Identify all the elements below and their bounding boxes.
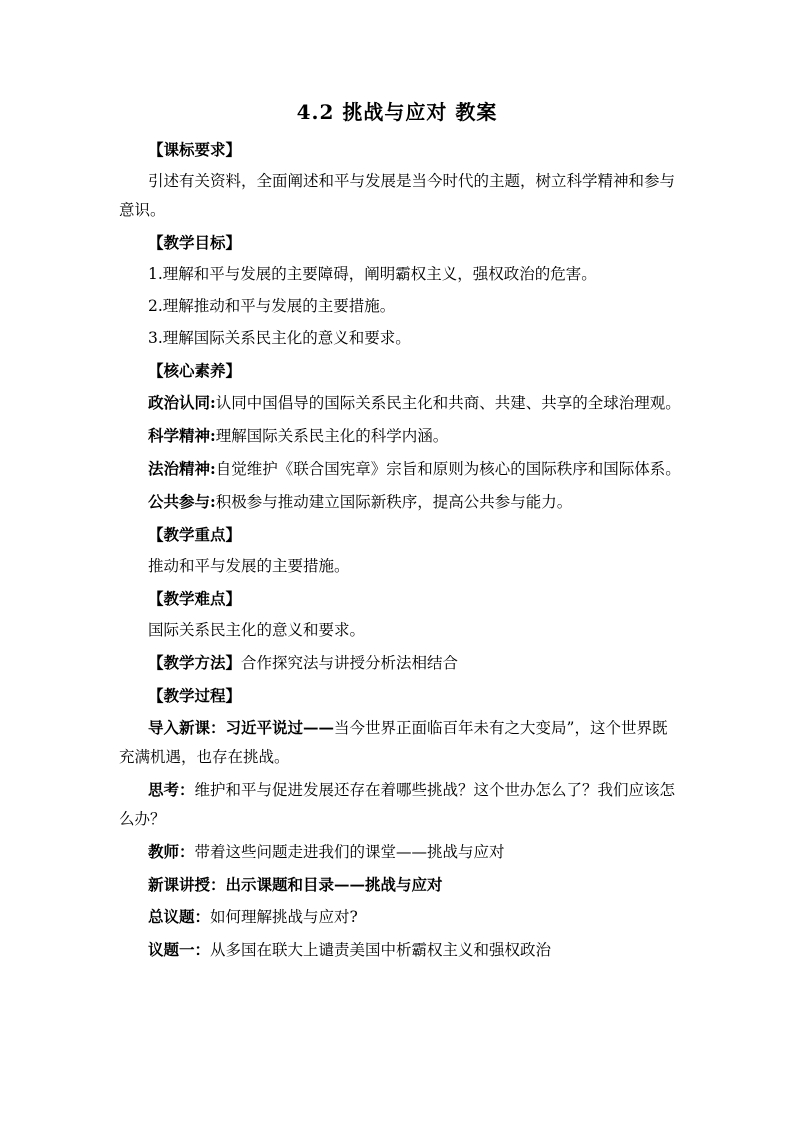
- document-body: [119, 135, 681, 968]
- suyang-item-1: [119, 388, 681, 418]
- zongyiti-label: 总议题：: [148, 907, 211, 926]
- section-heading-kebiao: 【课标要求】: [148, 140, 242, 159]
- suyang-item-4: [119, 487, 681, 517]
- sikao-label: 思考：: [148, 780, 195, 799]
- jiaoshi-paragraph: [119, 837, 681, 867]
- yiti1-paragraph: [119, 935, 681, 965]
- suyang-text-2: 理解国际关系民主化的科学内涵。: [215, 427, 449, 445]
- jiaoshi-text: 带着这些问题走进我们的课堂——挑战与应对: [194, 843, 505, 861]
- suyang-label-2: 科学精神:: [148, 426, 216, 445]
- zongyiti-paragraph: [119, 902, 681, 932]
- suyang-label-4: 公共参与:: [148, 492, 216, 511]
- fangfa-label: 【教学方法】: [148, 653, 242, 672]
- suyang-label-1: 政治认同:: [148, 393, 216, 412]
- page-title: 4.2 挑战与应对 教案: [296, 100, 498, 124]
- mubiao-item-3: 3.理解国际关系民主化的意义和要求。: [148, 329, 411, 347]
- daoru-paragraph: [119, 713, 681, 772]
- suyang-item-3: [119, 454, 681, 484]
- section-heading-zhongdian: 【教学重点】: [148, 525, 242, 544]
- suyang-item-2: [119, 421, 681, 451]
- nandian-text: 国际关系民主化的意义和要求。: [148, 621, 366, 639]
- section-heading-suyang: 【核心素养】: [148, 361, 242, 380]
- zongyiti-text: 如何理解挑战与应对?: [210, 908, 358, 926]
- suyang-text-1: 认同中国倡导的国际关系民主化和共商、共建、共享的全球治理观。: [215, 394, 681, 412]
- section-heading-mubiao: 【教学目标】: [148, 233, 242, 252]
- fangfa-text: 合作探究法与讲授分析法相结合: [241, 654, 459, 672]
- section-heading-fangfa: [119, 648, 681, 678]
- suyang-label-3: 法治精神:: [148, 459, 216, 478]
- daoru-label: 导入新课：习近平说过——: [148, 718, 335, 737]
- suyang-text-3: 自觉维护《联合国宪章》宗旨和原则为核心的国际秩序和国际体系。: [215, 460, 681, 478]
- suyang-text-4: 积极参与推动建立国际新秩序，提高公共参与能力。: [215, 493, 573, 511]
- sikao-text: 维护和平与促进发展还存在着哪些挑战？这个世办怎么了？我们应该怎么办？: [119, 781, 676, 828]
- daoru-text: 当今世界正面临百年未有之大变局”，这个世界既充满机遇，也存在挑战。: [119, 719, 668, 766]
- xinke-paragraph: 新课讲授：出示课题和目录——挑战与应对: [148, 875, 443, 894]
- zhongdian-text: 推动和平与发展的主要措施。: [148, 557, 350, 575]
- sikao-paragraph: [119, 775, 681, 834]
- yiti1-text: 从多国在联大上谴责美国中析霸权主义和强权政治: [210, 941, 552, 959]
- mubiao-item-1: 1.理解和平与发展的主要障碍，阐明霸权主义，强权政治的危害。: [148, 265, 597, 283]
- section-heading-nandian: 【教学难点】: [148, 589, 242, 608]
- yiti1-label: 议题一：: [148, 940, 211, 959]
- kebiao-text: 引述有关资料，全面阐述和平与发展是当今时代的主题，树立科学精神和参与意识。: [119, 172, 676, 219]
- mubiao-item-2: 2.理解推动和平与发展的主要措施。: [148, 297, 396, 315]
- section-heading-guocheng: 【教学过程】: [148, 686, 242, 705]
- jiaoshi-label: 教师：: [148, 842, 195, 861]
